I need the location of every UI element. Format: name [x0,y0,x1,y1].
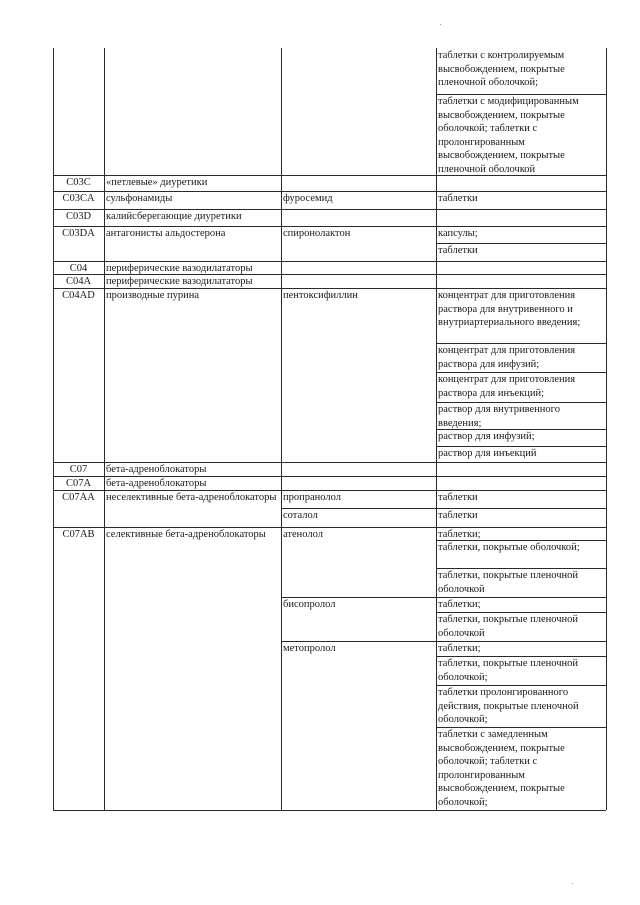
dosage-form: таблетки, покрытые пленочной оболочкой; [438,658,579,683]
dosage-form: таблетки [438,245,478,256]
scan-speck [440,24,441,25]
atc-code: C07 [69,464,88,475]
atc-code: C07A [65,478,92,489]
atc-group: «петлевые» диуретики [106,177,208,188]
drug-name: метопролол [283,643,336,654]
dosage-form: концентрат для приготовления раствора для инфузий; [438,345,576,370]
atc-code: C07AB [62,529,95,540]
drug-name: пентоксифиллин [283,290,358,301]
atc-code: C04AD [62,290,95,301]
dosage-form: таблетки пролонгированного действия, покрытые пленочной оболочкой; [438,687,579,725]
dosage-form: капсулы; [438,228,478,239]
dosage-form: раствор для инфузий; [438,431,535,442]
atc-code: C03DA [62,228,95,239]
atc-group: антагонисты альдостерона [106,228,226,239]
dosage-form: таблетки; [438,529,481,540]
dosage-form: таблетки [438,510,478,521]
atc-code: C03C [66,177,91,188]
atc-code: C04 [69,263,88,274]
drug-name: фуросемид [283,193,333,204]
drug-name: спиронолактон [283,228,351,239]
atc-group: сульфонамиды [106,193,173,204]
dosage-form: таблетки с контролируемым высвобождением, покрытые пленочной оболочкой; [438,50,565,88]
atc-code: C07AA [62,492,95,503]
atc-group: калийсберегающие диуретики [106,211,242,222]
dosage-form: таблетки с замедленным высвобождением, покрытые оболочкой; таблетки с пролонгированным высвобождением, покрытые оболочкой; [438,729,565,808]
dosage-form: концентрат для приготовления раствора для инъекций; [438,374,576,399]
atc-group: периферические вазодилататоры [106,263,253,274]
dosage-form: таблетки [438,193,478,204]
atc-code: C03CA [62,193,95,204]
dosage-form: таблетки; [438,643,481,654]
dosage-form: концентрат для приготовления раствора для внутривенного и внутриартериального введения; [438,290,581,328]
dosage-form: раствор для внутривенного введения; [438,404,560,429]
drug-name: пропранолол [283,492,341,503]
atc-group: селективные бета-адреноблокаторы [106,529,266,540]
dosage-form: таблетки с модифицированным высвобождением, покрытые оболочкой; таблетки с пролонгированным высвобождением, покрытые пленочной оболочкой [438,96,579,175]
dosage-form: таблетки; [438,599,481,610]
dosage-form: таблетки, покрытые пленочной оболочкой [438,570,579,595]
dosage-form: таблетки [438,492,478,503]
atc-code: C04A [65,276,92,287]
atc-group: бета-адреноблокаторы [106,464,207,475]
atc-group: периферические вазодилататоры [106,276,253,287]
atc-group: производные пурина [106,290,200,301]
atc-group: неселективные бета-адреноблокаторы [106,492,277,503]
dosage-form: таблетки, покрытые оболочкой; [438,542,580,553]
dosage-form: таблетки, покрытые пленочной оболочкой [438,614,579,639]
drug-name: атенолол [283,529,323,540]
atc-group: бета-адреноблокаторы [106,478,207,489]
drug-name: бисопролол [283,599,336,610]
dosage-form: раствор для инъекций [438,448,537,459]
drug-name: соталол [283,510,318,521]
scan-speck [572,883,573,884]
atc-code: C03D [65,211,92,222]
